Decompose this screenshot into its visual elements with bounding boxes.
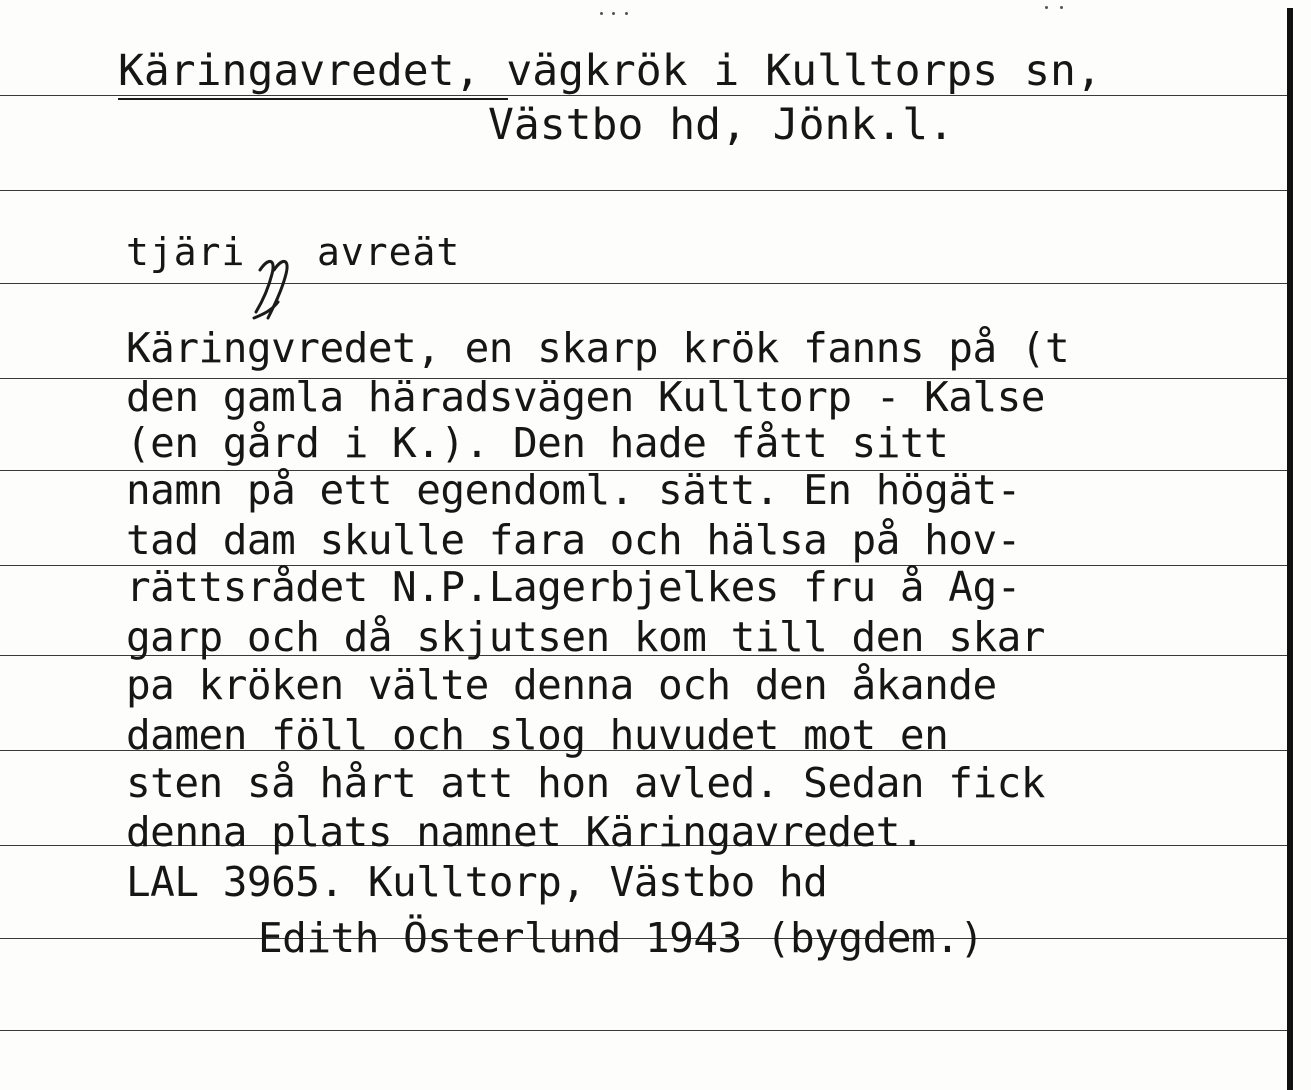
- ruled-line: [0, 283, 1287, 284]
- speck: [1060, 6, 1063, 9]
- ruled-line: [0, 190, 1287, 191]
- card-heading: Käringavredet, vägkrök i Kulltorps sn,: [118, 46, 1102, 96]
- heading-underline: [118, 98, 508, 100]
- text-line: garp och då skjutsen kom till den skar: [126, 613, 1045, 661]
- ruled-line: [0, 1030, 1287, 1031]
- dialect-form: tjäri avreät: [126, 230, 461, 274]
- text-line: denna plats namnet Käringavredet.: [126, 808, 925, 856]
- card-edge: [1287, 8, 1293, 1090]
- text-line: (en gård i K.). Den hade fått sitt: [126, 419, 949, 467]
- source-reference: LAL 3965. Kulltorp, Västbo hd: [126, 858, 828, 906]
- text-line: Käringvredet, en skarp krök fanns på (t: [126, 324, 1070, 372]
- card-heading-location: Västbo hd, Jönk.l.: [488, 100, 954, 150]
- text-line: tad dam skulle fara och hälsa på hov-: [126, 516, 1021, 564]
- text-line: sten så hårt att hon avled. Sedan fick: [126, 759, 1045, 807]
- text-line: den gamla häradsvägen Kulltorp - Kalse: [126, 373, 1045, 421]
- speck: [625, 12, 628, 15]
- speck: [612, 12, 615, 15]
- speck: [600, 12, 603, 15]
- informant-signature: Edith Österlund 1943 (bygdem.): [258, 914, 984, 962]
- text-line: rättsrådet N.P.Lagerbjelkes fru å Ag-: [126, 563, 1021, 611]
- text-line: pa kröken välte denna och den åkande: [126, 661, 997, 709]
- speck: [1045, 6, 1048, 9]
- handwritten-ng-mark: [244, 240, 334, 330]
- text-line: damen föll och slog huvudet mot en: [126, 711, 949, 759]
- text-line: namn på ett egendoml. sätt. En högät-: [126, 466, 1021, 514]
